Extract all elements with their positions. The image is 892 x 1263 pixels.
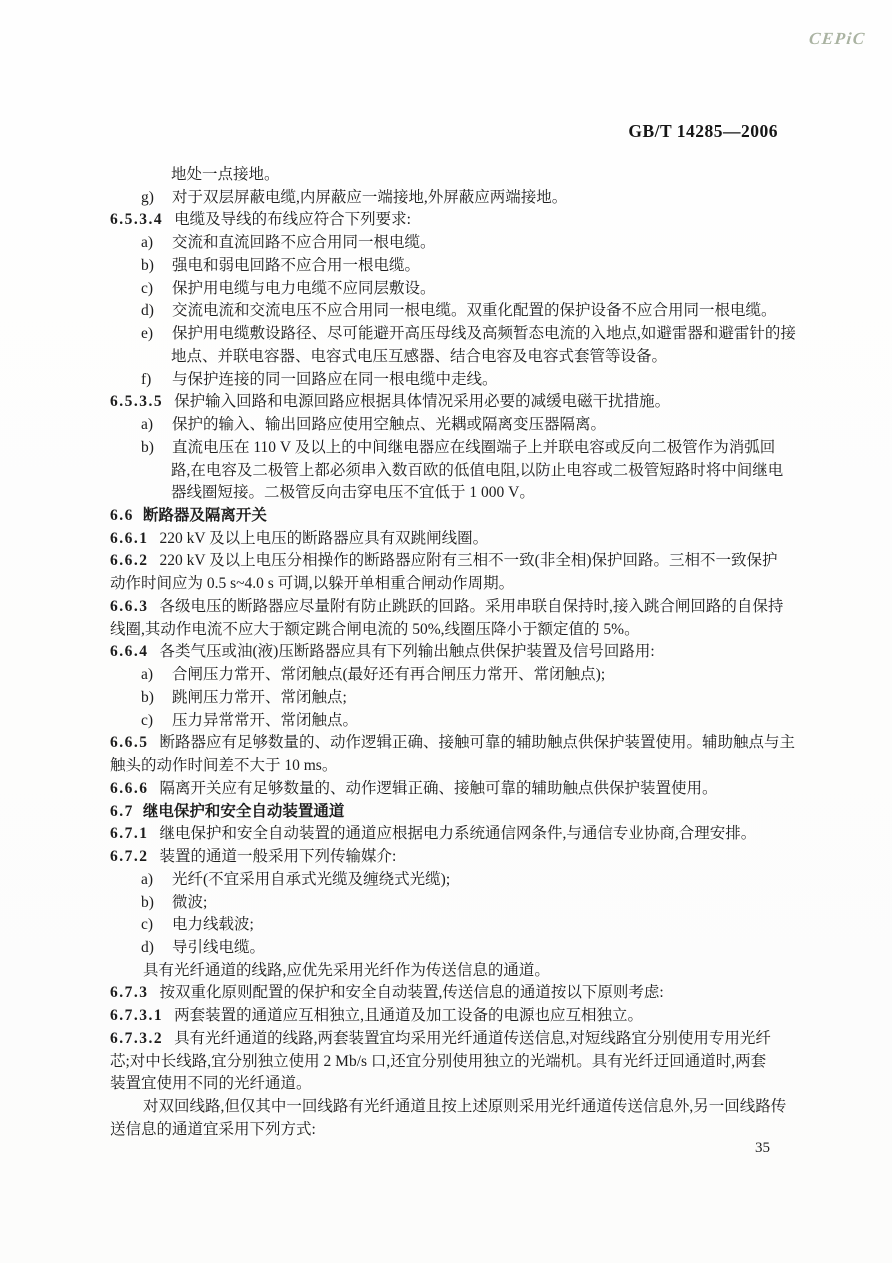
list-item-letter: c): [141, 711, 154, 729]
list-item-letter: d): [141, 938, 154, 956]
section-number: 6.6: [110, 507, 134, 525]
text-line: 装置宜使用不同的光纤通道。: [110, 1075, 312, 1093]
list-item-letter: b): [141, 438, 154, 456]
text-line: 路,在电容及二极管上都必须串入数百欧的低值电阻,以防止电容或二极管短路时将中间继电: [171, 461, 784, 479]
list-item-letter: a): [141, 666, 154, 684]
section-line: 6.5.3.5 保护输入回路和电源回路应根据具体情况采用必要的减缓电磁干扰措施。: [110, 393, 671, 411]
section-number: 6.7.3.2: [110, 1029, 164, 1047]
text-line: 器线圈短接。二极管反向击穿电压不宜低于 1 000 V。: [171, 484, 535, 502]
section-number: 6.5.3.5: [110, 393, 164, 411]
section-line: 6.6.4 各类气压或油(液)压断路器应具有下列输出触点供保护装置及信号回路用:: [110, 643, 655, 661]
list-item-letter: f): [141, 370, 152, 388]
list-item-letter: c): [141, 916, 154, 934]
list-item: g) 对于双层屏蔽电缆,内屏蔽应一端接地,外屏蔽应两端接地。: [110, 187, 780, 210]
list-item: d) 交流电流和交流电压不应合用同一根电缆。双重化配置的保护设备不应合用同一根电缆。: [110, 300, 780, 323]
section-heading: 6.7 继电保护和安全自动装置通道: [110, 802, 345, 820]
list-item-letter: a): [141, 870, 154, 888]
section-number: 6.6.2: [110, 552, 149, 570]
section-heading: 6.6 断路器及隔离开关: [110, 507, 267, 525]
text-line: 地处一点接地。: [171, 166, 280, 183]
section-number: 6.6.1: [110, 529, 149, 547]
list-item: c) 压力异常常开、常闭触点。: [110, 710, 780, 733]
list-item-letter: b): [141, 256, 154, 274]
section-line: 6.6.1 220 kV 及以上电压的断路器应具有双跳闸线圈。: [110, 529, 489, 547]
page-number: 35: [755, 1140, 770, 1156]
list-item: c) 电力线载波;: [110, 914, 780, 937]
list-item: b) 直流电压在 110 V 及以上的中间继电器应在线圈端子上并联电容或反向二极管作为消弧回: [110, 437, 780, 460]
cepic-logo: CEPiC: [808, 29, 868, 48]
list-item-letter: a): [141, 234, 154, 252]
list-item-letter: b): [141, 688, 154, 706]
section-number: 6.6.4: [110, 643, 149, 661]
list-item: a) 合闸压力常开、常闭触点(最好还有再合闸压力常开、常闭触点);: [110, 664, 780, 687]
list-item: a) 光纤(不宜采用自承式光缆及缠绕式光缆);: [110, 869, 780, 892]
section-number: 6.7.2: [110, 848, 149, 866]
section-line: 6.7.2 装置的通道一般采用下列传输媒介:: [110, 848, 397, 866]
list-item: a) 保护的输入、输出回路应使用空触点、光耦或隔离变压器隔离。: [110, 414, 780, 437]
list-item: b) 强电和弱电回路不应合用一根电缆。: [110, 255, 780, 278]
paragraph-line: 对双回线路,但仅其中一回线路有光纤通道且按上述原则采用光纤通道传送信息外,另一回线路传: [143, 1098, 787, 1116]
section-line: 6.7.3.1 两套装置的通道应互相独立,且通道及加工设备的电源也应互相独立。: [110, 1007, 644, 1025]
list-item: b) 微波;: [110, 892, 780, 915]
section-line: 6.6.5 断路器应有足够数量的、动作逻辑正确、接触可靠的辅助触点供保护装置使用。辅助触点与主: [110, 734, 796, 752]
section-number: 6.6.3: [110, 597, 149, 615]
list-item-letter: b): [141, 893, 154, 911]
text-line: 触头的动作时间差不大于 10 ms。: [110, 757, 338, 775]
list-item-letter: a): [141, 416, 154, 434]
document-body: [110, 164, 796, 1142]
paragraph-line: 具有光纤通道的线路,应优先采用光纤作为传送信息的通道。: [143, 961, 550, 979]
list-item-letter: e): [141, 325, 154, 343]
list-item: b) 跳闸压力常开、常闭触点;: [110, 687, 780, 710]
list-item-letter: d): [141, 302, 154, 320]
list-item-letter: g): [141, 188, 154, 206]
text-line: 线圈,其动作电流不应大于额定跳合闸电流的 50%,线圈压降小于额定值的 5%。: [110, 620, 640, 638]
standard-number: GB/T 14285—2006: [628, 121, 778, 141]
section-line: 6.5.3.4 电缆及导线的布线应符合下列要求:: [110, 211, 411, 229]
section-number: 6.7: [110, 802, 134, 820]
section-line: 6.7.3.2 具有光纤通道的线路,两套装置宜均采用光纤通道传送信息,对短线路宜分别使用专用光纤: [110, 1029, 771, 1047]
section-number: 6.5.3.4: [110, 211, 164, 229]
section-line: 6.6.2 220 kV 及以上电压分相操作的断路器应附有三相不一致(非全相)保护回路。三相不一致保护: [110, 552, 778, 570]
section-number: 6.7.3.1: [110, 1007, 164, 1025]
list-item: c) 保护用电缆与电力电缆不应同层敷设。: [110, 278, 780, 301]
section-line: 6.7.1 继电保护和安全自动装置的通道应根据电力系统通信网条件,与通信专业协商,合理安排。: [110, 825, 757, 843]
section-number: 6.6.6: [110, 779, 149, 797]
text-line: 送信息的通道宜采用下列方式:: [110, 1120, 316, 1138]
list-item: e) 保护用电缆敷设路径、尽可能避开高压母线及高频暂态电流的入地点,如避雷器和避雷针的接: [110, 323, 780, 346]
section-number: 6.6.5: [110, 734, 149, 752]
text-line: 动作时间应为 0.5 s~4.0 s 可调,以躲开单相重合闸动作周期。: [110, 575, 515, 593]
section-number: 6.7.1: [110, 825, 149, 843]
text-line: 地点、并联电容器、电容式电压互感器、结合电容及电容式套管等设备。: [171, 347, 668, 365]
section-number: 6.7.3: [110, 984, 149, 1002]
list-item: f) 与保护连接的同一回路应在同一根电缆中走线。: [110, 369, 780, 392]
text-line: 芯;对中长线路,宜分别独立使用 2 Mb/s 口,还宜分别使用独立的光端机。具有光纤迂回通道时,两套: [110, 1052, 767, 1070]
section-line: 6.6.6 隔离开关应有足够数量的、动作逻辑正确、接触可靠的辅助触点供保护装置使用。: [110, 779, 718, 797]
list-item: d) 导引线电缆。: [110, 937, 780, 960]
list-item: a) 交流和直流回路不应合用同一根电缆。: [110, 232, 780, 255]
section-line: 6.7.3 按双重化原则配置的保护和安全自动装置,传送信息的通道按以下原则考虑:: [110, 984, 664, 1002]
list-item-letter: c): [141, 279, 154, 297]
section-line: 6.6.3 各级电压的断路器应尽量附有防止跳跃的回路。采用串联自保持时,接入跳合闸回路的自保持: [110, 597, 784, 615]
